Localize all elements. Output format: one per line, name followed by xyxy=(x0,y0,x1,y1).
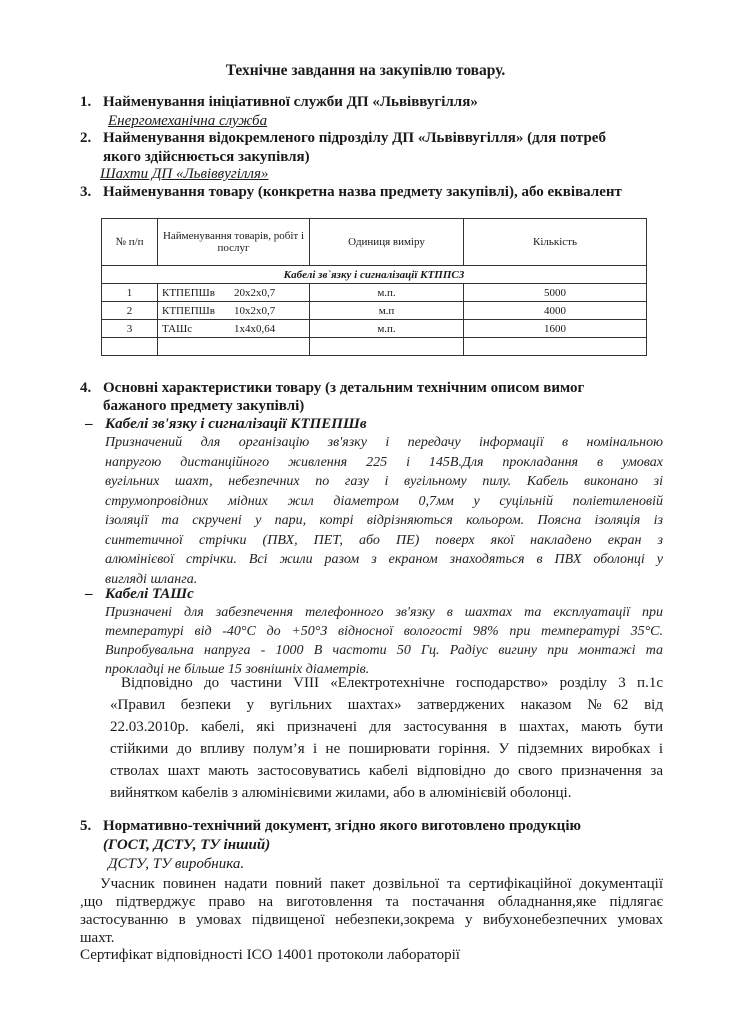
row-quantity: 4000 xyxy=(464,302,647,320)
regulation-paragraph-line: стволах шахт мають застосовуватись кабелі відповідно до свого призначення за xyxy=(110,763,663,779)
tashs-line: прокладці не більше 15 зовнішніх діаметрів. xyxy=(105,662,370,677)
row-unit: м.п. xyxy=(310,284,464,302)
ktpepshv-line: Призначений для організацію зв'язку і передачу інформації в номінальною xyxy=(105,435,663,450)
dash-bullet: – xyxy=(85,586,93,602)
section-2-heading-line2: якого здійснюється закупівля) xyxy=(103,149,310,165)
ktpepshv-line: синтетичної стрічки (ПВХ, ПЕТ, або ПЕ) поверх якої накладено екран з xyxy=(105,533,663,548)
row-unit: м.п. xyxy=(310,320,464,338)
table-empty-row xyxy=(102,338,647,356)
section-4-heading-line2: бажаного предмету закупівлі) xyxy=(103,398,305,414)
section-4-number: 4. xyxy=(80,380,92,396)
section-1-heading: Найменування ініціативної служби ДП «Львіввугілля» xyxy=(103,94,478,110)
section-5-heading-line2: (ГОСТ, ДСТУ, ТУ інший) xyxy=(103,837,271,853)
section-5-number: 5. xyxy=(80,818,92,834)
regulation-paragraph-line: 22.03.2010р. кабелі, які призначені для застосування в шахтах, мають бути xyxy=(110,719,663,735)
table-header-row xyxy=(102,219,647,266)
participant-paragraph-line: шахт. xyxy=(80,930,115,946)
participant-paragraph-line: ,що підтверджує право на виготовлення та постачання обладнання,яке підлягає xyxy=(80,894,663,910)
row-number: 2 xyxy=(102,302,158,320)
table-row xyxy=(102,284,647,302)
product-spec: 1х4х0,64 xyxy=(234,322,276,335)
subsection-tashs-title: Кабелі ТАШс xyxy=(105,586,194,602)
ktpepshv-line: алюмінієвої стрічки. Всі жили разом з екраном знаходяться в ПВХ оболонці у xyxy=(105,552,663,567)
tashs-line: температурі від -40°С до +50°З відносної вологості 98% при температурі 35°С. xyxy=(105,624,663,639)
column-header-number: № п/п xyxy=(102,219,158,266)
row-product xyxy=(158,320,310,338)
section-5-answer: ДСТУ, ТУ виробника. xyxy=(108,856,245,872)
product-name: КТПЕПШв xyxy=(162,304,215,317)
section-3-heading: Найменування товару (конкретна назва предмету закупівлі), або еквівалент xyxy=(103,184,622,200)
dash-bullet: – xyxy=(85,416,93,432)
row-product xyxy=(158,284,310,302)
column-header-unit: Одиниця виміру xyxy=(310,219,464,266)
section-5-heading-line1: Нормативно-технічний документ, згідно якого виготовлено продукцію xyxy=(103,818,581,834)
product-spec: 20х2х0,7 xyxy=(234,286,276,299)
ktpepshv-line: струмопровідних мідних жил діаметром 0,7мм у суцільній поліетиленовій xyxy=(105,494,663,509)
row-unit: м.п xyxy=(310,302,464,320)
product-spec: 10х2х0,7 xyxy=(234,304,276,317)
regulation-paragraph-line: «Правил безпеки у вугільних шахтах» затверджених наказом №62 від xyxy=(110,697,663,713)
column-header-name: Найменування товарів, робіт і послуг xyxy=(158,219,310,266)
ktpepshv-line: ізоляції та скручені у пари, котрі відрізняються кольором. Поясна ізоляція із xyxy=(105,513,663,528)
section-2-answer: Шахти ДП «Львіввугілля» xyxy=(100,166,269,182)
section-3-number: 3. xyxy=(80,184,92,200)
row-product xyxy=(158,302,310,320)
section-2-heading-line1: Найменування відокремленого підрозділу ДП «Львіввугілля» (для потреб xyxy=(103,130,606,146)
tashs-line: Випробувальна напруга - 1000 В частоти 50 Гц. Радіус вигину при монтажі та xyxy=(105,643,663,658)
section-1-number: 1. xyxy=(80,94,92,110)
tashs-line: Призначені для забезпечення телефонного зв'язку в шахтах та експлуатації при xyxy=(105,605,663,620)
row-number: 3 xyxy=(102,320,158,338)
regulation-paragraph-line: вийнятком кабелів з алюмінієвими жилами, або в алюмінієвій оболонці. xyxy=(110,785,572,801)
table-row xyxy=(102,302,647,320)
subsection-ktpepshv-title: Кабелі зв'язку і сигналізації КТПЕПШв xyxy=(105,416,367,432)
goods-table xyxy=(101,218,647,356)
participant-paragraph-line: Учасник повинен надати повний пакет дозвільної та сертифікаційної документації xyxy=(100,876,663,892)
section-1-answer: Енергомеханічна служба xyxy=(108,113,268,129)
participant-paragraph-line: застосуванню в умовах підвищеної небезпеки,зокрема у вибухонебезпечних умовах xyxy=(80,912,663,928)
row-quantity: 1600 xyxy=(464,320,647,338)
group-title: Кабелі зв`язку і сигналізації КТППСЗ xyxy=(102,266,647,284)
ktpepshv-line: вигляді шланга. xyxy=(105,572,198,587)
ktpepshv-line: вугільних шахт, небезпечних по газу і вугільному пилу. Кабель виконано зі xyxy=(105,474,663,489)
column-header-quantity: Кількість xyxy=(464,219,647,266)
regulation-paragraph-line: Відповідно до частини VIII «Електротехнічне господарство» розділу 3 п.1с xyxy=(121,675,663,691)
section-4-heading-line1: Основні характеристики товару (з детальним технічним описом вимог xyxy=(103,380,585,396)
row-number: 1 xyxy=(102,284,158,302)
ktpepshv-line: напругою дистанційного живлення 225 і 145В.Для прокладання в умовах xyxy=(105,455,663,470)
product-name: КТПЕПШв xyxy=(162,286,215,299)
table-row xyxy=(102,320,647,338)
row-quantity: 5000 xyxy=(464,284,647,302)
regulation-paragraph-line: стійкими до впливу полум’я і не поширювати горіння. У підземних виробках і xyxy=(110,741,663,757)
table-group-row xyxy=(102,266,647,284)
page-title: Технічне завдання на закупівлю товару. xyxy=(225,62,506,79)
product-name: ТАШс xyxy=(162,322,193,335)
certificate-line: Сертифікат відповідності ІСО 14001 протоколи лабораторії xyxy=(80,947,460,963)
section-2-number: 2. xyxy=(80,130,92,146)
